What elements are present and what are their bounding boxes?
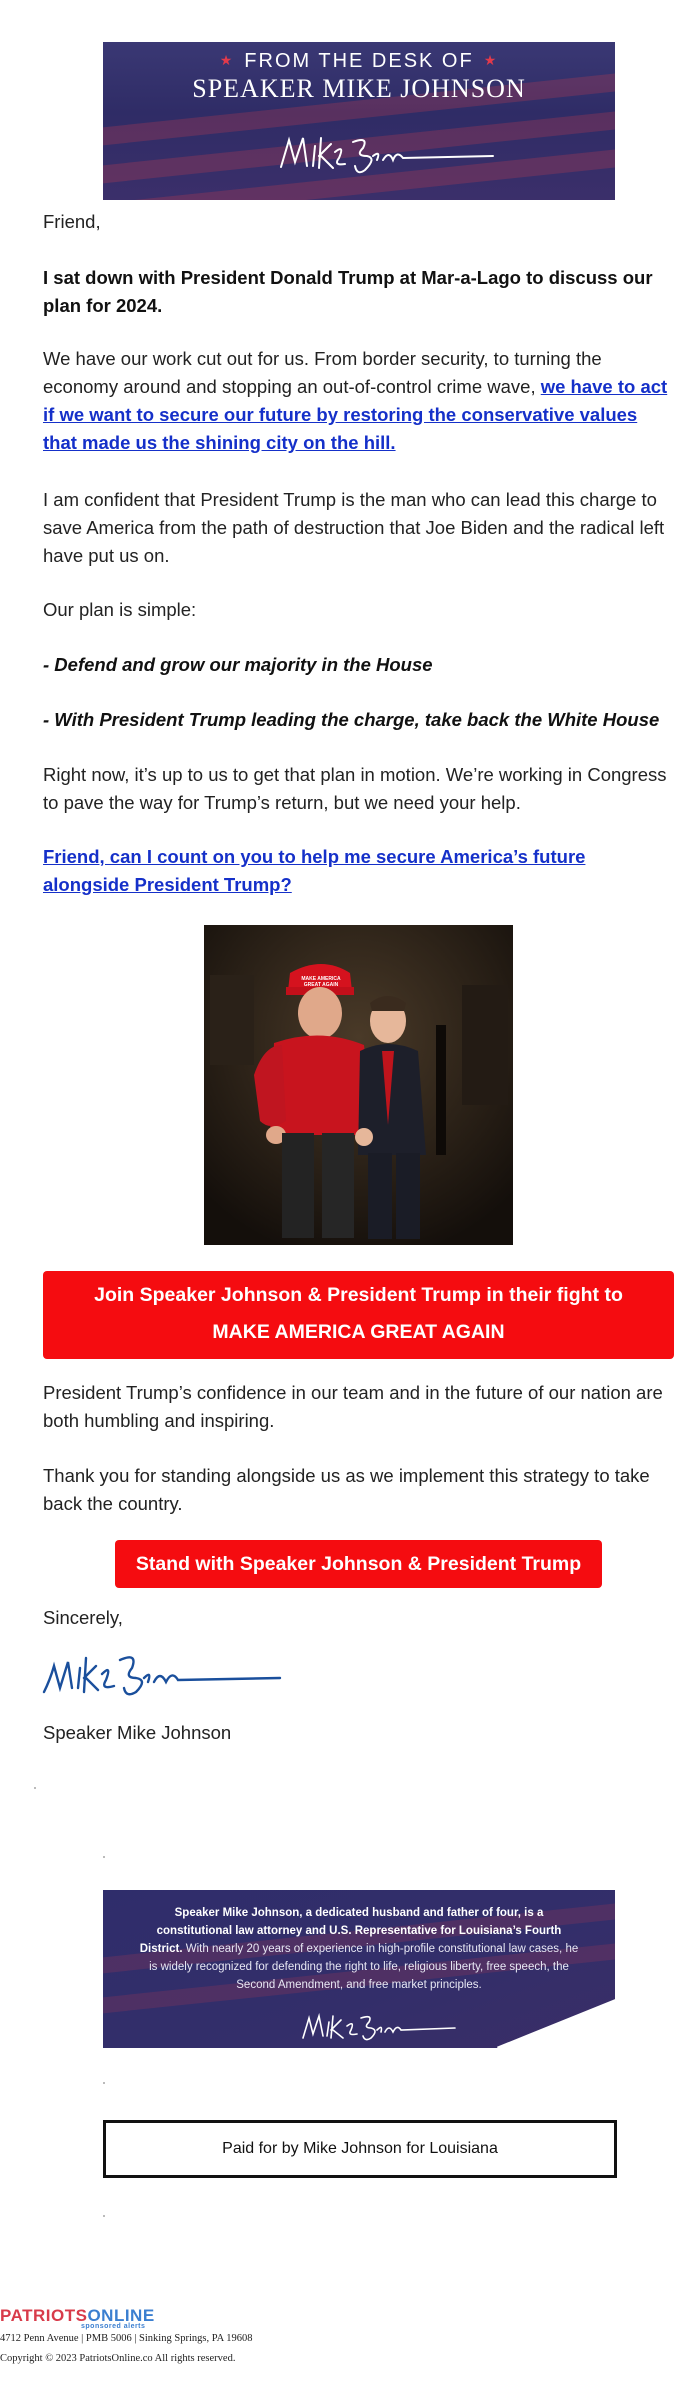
signature-image (273, 122, 503, 182)
join-fight-line2: MAKE AMERICA GREAT AGAIN (212, 1321, 505, 1343)
paragraph-thank-you: Thank you for standing alongside us as we implement this strategy to take back the country. (43, 1465, 650, 1514)
bio-text (138, 1904, 580, 1994)
bio-banner (103, 1890, 615, 2048)
signature-blue-image (40, 1640, 285, 1702)
bio-text-bold: Speaker Mike Johnson, a dedicated husband and father of four, is a constitutional law attorney and U.S. Representative for Louisiana’s Fourth District. (139, 1907, 562, 1955)
spacer-dot (103, 2215, 105, 2217)
paid-for-disclaimer: Paid for by Mike Johnson for Louisiana (103, 2120, 617, 2178)
paragraph-plan: Our plan is simple: (43, 599, 197, 620)
join-fight-button[interactable] (43, 1271, 674, 1359)
banner-title: SPEAKER MIKE JOHNSON (192, 74, 526, 103)
closing: Sincerely, (43, 1607, 123, 1628)
bio-signature-image (299, 2008, 459, 2044)
paragraph-humbling: President Trump’s confidence in our team and in the future of our nation are both humbling and inspiring. (43, 1382, 663, 1431)
signature-name: Speaker Mike Johnson (43, 1722, 232, 1743)
greeting: Friend, (43, 211, 101, 232)
star-icon: ★ (219, 52, 235, 68)
spacer-dot (103, 1856, 105, 1858)
hat-text: MAKE AMERICA GREAT AGAIN (301, 976, 341, 988)
paragraph-work (43, 345, 668, 457)
spacer-dot (34, 1787, 36, 1789)
header-banner (103, 42, 615, 200)
patriots-online-logo[interactable] (0, 2306, 155, 2330)
ask-link[interactable]: Friend, can I count on you to help me secure America’s future alongside President Trump? (43, 846, 586, 895)
logo-part2: ONLINE (87, 2306, 155, 2325)
stand-with-button[interactable]: Stand with Speaker Johnson & President Trump (115, 1540, 602, 1588)
values-link[interactable]: we have to act if we want to secure our future by restoring the conservative values that made us the shining city on the hill. (43, 376, 668, 453)
logo-sub: sponsored alerts (81, 2323, 146, 2330)
intro-paragraph: I sat down with President Donald Trump at Mar-a-Lago to discuss our plan for 2024. (43, 267, 653, 316)
plan-point-white-house: - With President Trump leading the charge, take back the White House (43, 709, 660, 730)
banner-from-desk: ★ FROM THE DESK OF ★ (219, 50, 499, 72)
trump-johnson-photo[interactable] (204, 925, 513, 1245)
paragraph-work-text: We have our work cut out for us. From border security, to turning the economy around and stopping an out-of-control crime wave, (43, 348, 602, 397)
star-icon: ★ (483, 52, 499, 68)
paragraph-motion: Right now, it’s up to us to get that plan in motion. We’re working in Congress to pave the way for Trump’s return, but we need your help. (43, 764, 667, 813)
bio-text-rest: With nearly 20 years of experience in high-profile constitutional law cases, he is widely recognized for defending the right to life, religious liberty, free speech, the Second Amendment, and free market principles. (149, 1943, 579, 1991)
plan-point-house: - Defend and grow our majority in the House (43, 654, 433, 675)
footer-address: 4712 Penn Avenue | PMB 5006 | Sinking Springs, PA 19608 (0, 2333, 253, 2344)
paragraph-confidence: I am confident that President Trump is the man who can lead this charge to save America from the path of destruction that Joe Biden and the radical left have put us on. (43, 489, 665, 566)
footer-copyright: Copyright © 2023 PatriotsOnline.co All rights reserved. (0, 2353, 236, 2364)
spacer-dot (103, 2082, 105, 2084)
join-fight-line1: Join Speaker Johnson & President Trump in their fight to (94, 1284, 623, 1306)
ask-paragraph (43, 843, 668, 899)
logo-part1: PATRIOTS (0, 2306, 88, 2325)
